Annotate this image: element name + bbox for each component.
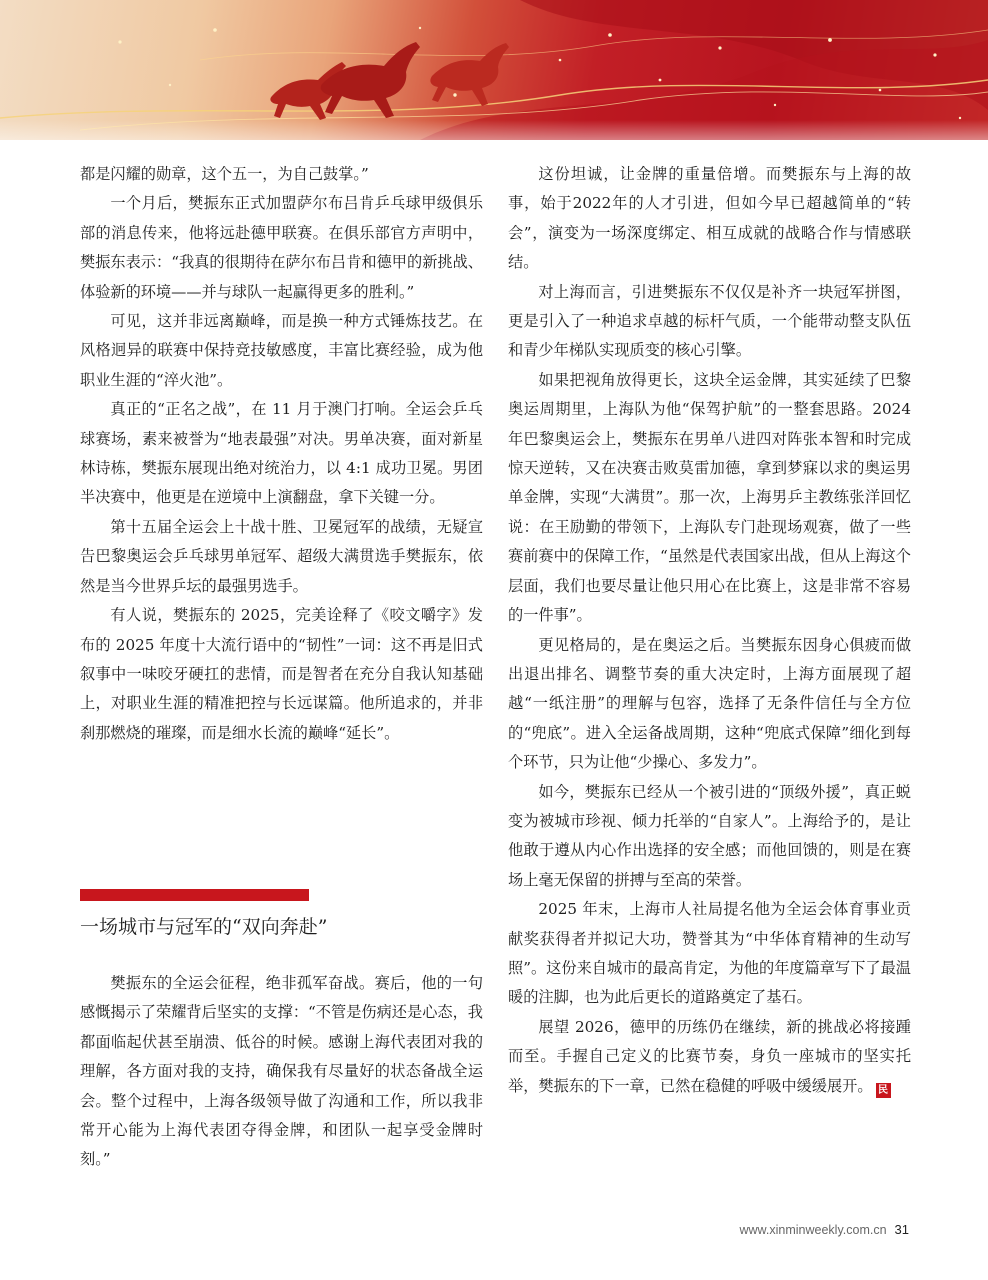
paragraph: 一个月后，樊振东正式加盟萨尔布吕肯乒乓球甲级俱乐部的消息传来，他将远赴德甲联赛。在俱乐部官方声明中，樊振东表示：“我真的很期待在萨尔布吕肯和德甲的新挑战、体验新的环境——并与球队一起赢得更多的胜利。” <box>80 194 483 301</box>
article-column-right <box>508 160 911 1101</box>
section-divider-bar <box>80 889 309 901</box>
galloping-horses-illustration <box>0 0 988 140</box>
article-column-left <box>80 160 483 748</box>
section-body <box>80 969 483 1175</box>
paragraph: 真正的“正名之战”，在 11 月于澳门打响。全运会乒乓球赛场，素来被誉为“地表最强”对决。男单决赛，面对新星林诗栋，樊振东展现出绝对统治力，以 4:1 成功卫冕。男团半决赛中，他更是在逆境中上演翻盘，拿下关键一分。 <box>80 400 483 507</box>
paragraph: 第十五届全运会上十战十胜、卫冕冠军的战绩，无疑宣告巴黎奥运会乒乓球男单冠军、超级大满贯选手樊振东，依然是当今世界乒坛的最强男选手。 <box>80 517 483 595</box>
section-heading: 一场城市与冠军的“双向奔赴” <box>80 916 328 938</box>
paragraph: 如今，樊振东已经从一个被引进的“顶级外援”，真正蜕变为被城市珍视、倾力托举的“自家人”。上海给予的，是让他敢于遵从内心作出选择的安全感；而他回馈的，则是在赛场上毫无保留的拼搏与至高的荣誉。 <box>508 782 911 889</box>
paragraph: 这份坦诚，让金牌的重量倍增。而樊振东与上海的故事，始于2022年的人才引进，但如今早已超越简单的“转会”，演变为一场深度绑定、相互成就的战略合作与情感联结。 <box>508 165 911 272</box>
paragraph: 都是闪耀的勋章，这个五一，为自己鼓掌。” <box>80 165 369 183</box>
paragraph: 对上海而言，引进樊振东不仅仅是补齐一块冠军拼图，更是引入了一种追求卓越的标杆气质，一个能带动整支队伍和青少年梯队实现质变的核心引擎。 <box>508 282 911 360</box>
paragraph: 樊振东的全运会征程，绝非孤军奋战。赛后，他的一句感慨揭示了荣耀背后坚实的支撑：“不管是伤病还是心态，我都面临起伏甚至崩溃、低谷的时候。感谢上海代表团对我的理解，各方面对我的支持，确保我有尽量好的状态备战全运会。整个过程中，上海各级领导做了沟通和工作，所以我非常开心能为上海代表团夺得金牌，和团队一起享受金牌时刻。” <box>80 974 483 1169</box>
page-number: 31 <box>894 1222 909 1237</box>
paragraph: 如果把视角放得更长，这块全运金牌，其实延续了巴黎奥运周期里，上海队为他“保驾护航”的一整套思路。2024 年巴黎奥运会上，樊振东在男单八进四对阵张本智和时完成惊天逆转，又在决赛击败莫雷加德，拿到梦寐以求的奥运男单金牌，实现“大满贯”。那一次，上海男乒主教练张洋回忆说：在王励勤的带领下，上海队专门赴现场观赛，做了一些赛前赛中的保障工作，“虽然是代表国家出战，但从上海这个层面，我们也要尽量让他只用心在比赛上，这是非常不容易的一件事”。 <box>508 370 911 625</box>
paragraph: 2025 年末，上海市人社局提名他为全运会体育事业贡献奖获得者并拟记大功，赞誉其为“中华体育精神的生动写照”。这份来自城市的最高肯定，为他的年度篇章写下了最温暖的注脚，也为此后更长的道路奠定了基石。 <box>508 900 911 1007</box>
paragraph: 更见格局的，是在奥运之后。当樊振东因身心俱疲而做出退出排名、调整节奏的重大决定时，上海方面展现了超越“一纸注册”的理解与包容，选择了无条件信任与全方位的“兜底”。进入全运备战周期，这种“兜底式保障”细化到每个环节，只为让他“少操心、多发力”。 <box>508 635 911 772</box>
banner-fade <box>0 120 988 140</box>
header-banner <box>0 0 988 140</box>
end-mark-icon: 民 <box>876 1083 891 1098</box>
page-footer <box>700 1222 909 1237</box>
paragraph-text: 展望 2026，德甲的历练仍在继续，新的挑战必将接踵而至。手握自己定义的比赛节奏，身负一座城市的坚实托举，樊振东的下一章，已然在稳健的呼吸中缓缓展开。 <box>508 1017 911 1095</box>
paragraph: 有人说，樊振东的 2025，完美诠释了《咬文嚼字》发布的 2025 年度十大流行语中的“韧性”一词：这不再是旧式叙事中一味咬牙硬扛的悲情，而是智者在充分自我认知基础上，对职业生涯的精准把控与长远谋篇。他所追求的，并非刹那燃烧的璀璨，而是细水长流的巅峰“延长”。 <box>80 606 483 742</box>
paragraph: 可见，这并非远离巅峰，而是换一种方式锤炼技艺。在风格迥异的联赛中保持竞技敏感度，丰富比赛经验，成为他职业生涯的“淬火池”。 <box>80 312 483 389</box>
footer-website: www.xinminweekly.com.cn <box>739 1223 887 1237</box>
last-paragraph <box>508 1013 911 1101</box>
